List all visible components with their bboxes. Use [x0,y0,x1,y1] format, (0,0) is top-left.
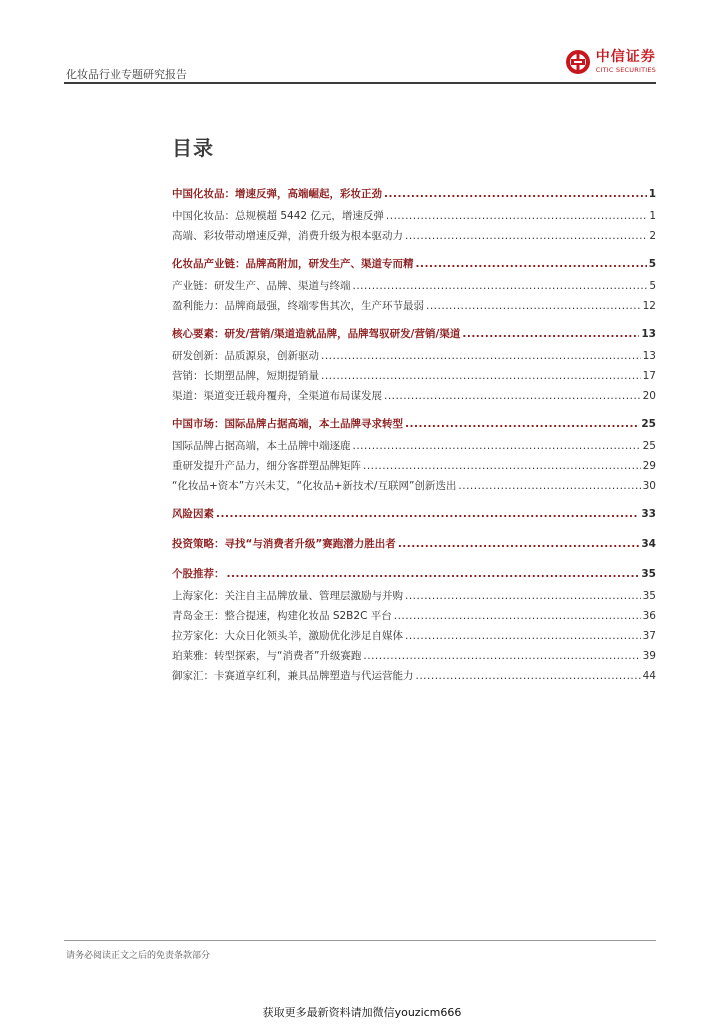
toc-entry-text: 国际品牌占据高端，本土品牌中端逐鹿 [172,440,351,452]
page-number: 39 [642,650,656,662]
toc-section-heading[interactable] [172,566,656,588]
dot-leader [353,280,648,292]
toc-entry-text: 拉芳家化：大众日化领头羊，激励优化涉足自媒体 [172,630,403,642]
toc-entry[interactable] [172,348,656,368]
toc-entry-text: 上海家化：关注自主品牌放量、管理层激励与并购 [172,590,403,602]
header-divider [64,82,656,84]
page-number: 17 [642,370,656,382]
dot-leader [398,538,640,550]
page-number: 13 [642,350,656,362]
toc-section-heading[interactable] [172,256,656,278]
toc-group [172,326,656,408]
toc-entry[interactable] [172,228,656,248]
dot-leader [426,300,641,312]
toc-entry[interactable] [172,298,656,318]
footer-disclaimer: 请务必阅读正文之后的免责条款部分 [66,951,211,961]
toc-entry-text: 御家汇：卡赛道享红利，兼具品牌塑造与代运营能力 [172,670,414,682]
toc-section-heading-text: 个股推荐： [172,568,225,580]
page-number: 5 [648,258,656,270]
citic-logo [565,48,656,76]
toc-entry[interactable] [172,368,656,388]
footer-divider [64,940,656,941]
dot-leader [321,350,641,362]
toc-entry-text: 渠道：渠道变迁载舟覆舟，全渠道布局谋发展 [172,390,382,402]
toc-section-heading[interactable] [172,186,656,208]
toc-section-heading-text: 中国市场：国际品牌占据高端，本土品牌寻求转型 [172,418,403,430]
page-header [64,44,656,84]
toc-entry-text: “化妆品+资本”方兴未艾，“化妆品+新技术/互联网”创新迭出 [172,480,457,492]
page-number: 20 [642,390,656,402]
toc-entry[interactable] [172,668,656,688]
page-number: 35 [641,568,656,580]
toc-entry[interactable] [172,648,656,668]
toc-entry[interactable] [172,588,656,608]
toc-title: 目录 [172,136,214,160]
toc-section-heading[interactable] [172,326,656,348]
toc-entry-text: 研发创新：品质源泉，创新驱动 [172,350,319,362]
toc-section-heading-text: 投资策略：寻找“与消费者升级”赛跑潜力胜出者 [172,538,396,550]
toc-section-heading[interactable] [172,536,656,558]
toc-entry-text: 青岛金王：整合提速，构建化妆品 S2B2C 平台 [172,610,392,622]
dot-leader [227,568,640,580]
dot-leader [384,390,641,402]
toc-group [172,506,656,528]
citic-emblem-icon [565,49,591,75]
toc-entry[interactable] [172,608,656,628]
page-number: 12 [642,300,656,312]
page-number: 44 [642,670,656,682]
toc-section-heading[interactable] [172,506,656,528]
page-number: 34 [641,538,656,550]
toc-entry-text: 重研发提升产品力，细分客群塑品牌矩阵 [172,460,361,472]
toc-section-heading-text: 化妆品产业链：品牌高附加，研发生产、渠道专而精 [172,258,414,270]
report-title: 化妆品行业专题研究报告 [66,68,187,81]
toc-group [172,256,656,318]
toc-group [172,186,656,248]
toc-section-heading-text: 核心要素：研发/营销/渠道造就品牌，品牌驾驭研发/营销/渠道 [172,328,461,340]
page-number: 2 [649,230,656,242]
page-number: 25 [641,418,656,430]
toc-group [172,536,656,558]
toc-entry-text: 盈利能力：品牌商最强，终端零售其次，生产环节最弱 [172,300,424,312]
toc-entry[interactable] [172,388,656,408]
table-of-contents [172,186,656,696]
dot-leader [405,418,639,430]
dot-leader [384,188,647,200]
page-number: 1 [648,188,656,200]
page-number: 1 [649,210,656,222]
dot-leader [353,440,641,452]
toc-group [172,566,656,688]
toc-entry-text: 珀莱雅：转型探索，与“消费者”升级赛跑 [172,650,362,662]
dot-leader [416,670,641,682]
dot-leader [386,210,647,222]
page-number: 30 [642,480,656,492]
toc-entry[interactable] [172,438,656,458]
dot-leader [394,610,641,622]
page-number: 37 [642,630,656,642]
toc-entry[interactable] [172,458,656,478]
page-number: 13 [641,328,656,340]
toc-entry-text: 营销：长期塑品牌，短期提销量 [172,370,319,382]
dot-leader [458,480,640,492]
toc-entry-text: 产业链：研发生产、品牌、渠道与终端 [172,280,351,292]
page-number: 33 [641,508,656,520]
dot-leader [363,650,640,662]
dot-leader [216,508,639,520]
page-number: 25 [642,440,656,452]
toc-entry[interactable] [172,628,656,648]
toc-section-heading-text: 中国化妆品：增速反弹，高端崛起，彩妆正劲 [172,188,382,200]
dot-leader [405,590,641,602]
dot-leader [405,630,641,642]
page-number: 5 [649,280,656,292]
toc-section-heading-text: 风险因素 [172,508,214,520]
toc-entry[interactable] [172,208,656,228]
toc-entry[interactable] [172,278,656,298]
page-number: 35 [642,590,656,602]
toc-entry[interactable] [172,478,656,498]
dot-leader [363,460,641,472]
dot-leader [321,370,641,382]
watermark-text: 获取更多最新资料请加微信youzicm666 [262,1006,462,1019]
dot-leader [416,258,647,270]
toc-entry-text: 中国化妆品：总规模超 5442 亿元，增速反弹 [172,210,384,222]
logo-cn-text: 中信证券 [595,49,656,66]
logo-en-text: CITIC SECURITIES [595,66,656,75]
page-number: 36 [642,610,656,622]
toc-section-heading[interactable] [172,416,656,438]
dot-leader [462,328,639,340]
dot-leader [405,230,647,242]
page-number: 29 [642,460,656,472]
toc-entry-text: 高端、彩妆带动增速反弹，消费升级为根本驱动力 [172,230,403,242]
toc-group [172,416,656,498]
